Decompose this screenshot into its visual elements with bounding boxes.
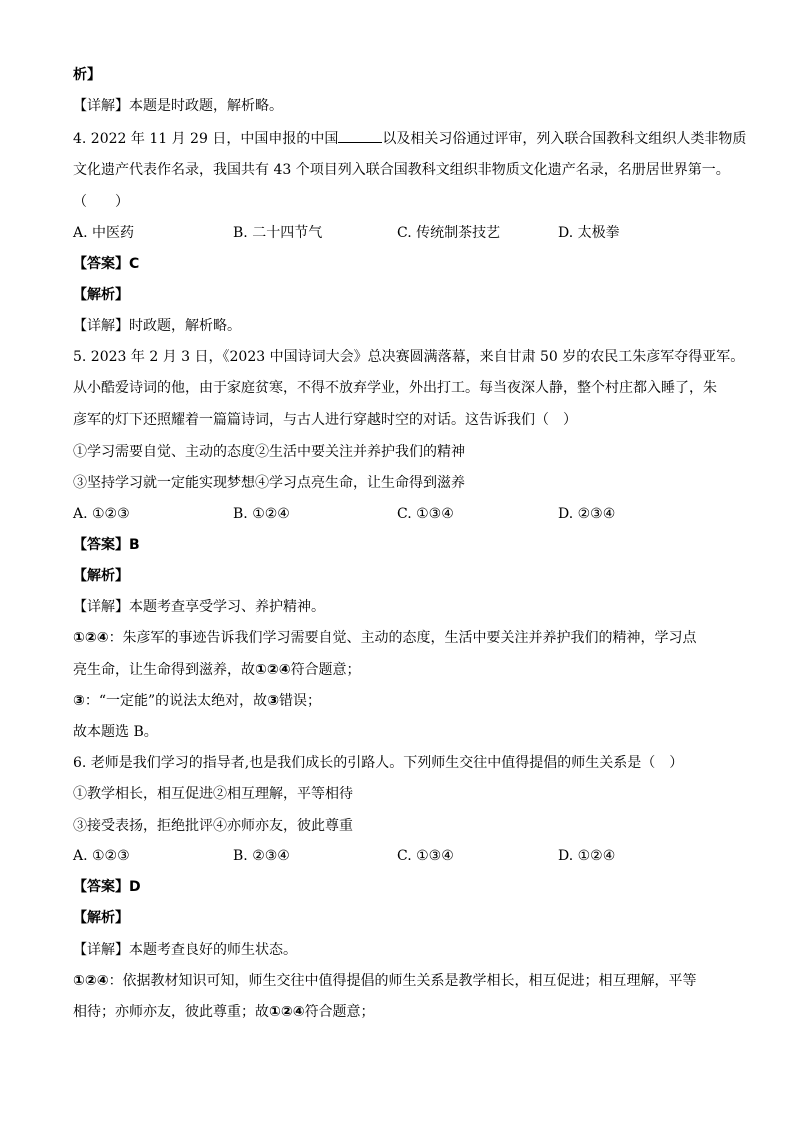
q6-option-b: B. ②③④ bbox=[233, 848, 290, 864]
q6-choice-line-2: ③接受表扬，拒绝批评④亦师亦友，彼此尊重 bbox=[73, 818, 353, 834]
q4-option-b: B. 二十四节气 bbox=[233, 225, 323, 241]
q5-analysis-label: 【解析】 bbox=[73, 568, 129, 584]
q5-mark-3b: ③ bbox=[267, 693, 280, 709]
q5-stem-line-3: 彦军的灯下还照耀着一篇篇诗词，与古人进行穿越时空的对话。这告诉我们（ ） bbox=[73, 412, 577, 428]
q6-explain-text-2: 相待；亦师亦友，彼此尊重；故 bbox=[73, 1004, 269, 1020]
q5-explain-text-2: 亮生命，让生命得到滋养，故 bbox=[73, 662, 255, 678]
q5-explain-text: ：朱彦军的事迹告诉我们学习需要自觉、主动的态度，生活中要关注并养护我们的精神，学习点 bbox=[108, 630, 697, 646]
q4-option-d: D. 太极拳 bbox=[558, 225, 620, 241]
q4-stem-line-2: 文化遗产代表作名录，我国共有 43 个项目列入联合国教科文组织非物质文化遗产名录，名册居世界第一。 bbox=[73, 162, 730, 178]
detail-line: 【详解】本题是时政题，解析略。 bbox=[73, 98, 283, 114]
q5-explain-text-5: 错误； bbox=[279, 693, 322, 709]
q5-option-d: D. ②③④ bbox=[558, 506, 616, 522]
q6-options bbox=[73, 846, 733, 866]
q6-analysis-label: 【解析】 bbox=[73, 910, 129, 926]
analysis-tail: 析】 bbox=[73, 67, 101, 83]
q5-option-c: C. ①③④ bbox=[397, 506, 454, 522]
q4-analysis-label: 【解析】 bbox=[73, 287, 129, 303]
q5-detail: 【详解】本题考查享受学习、养护精神。 bbox=[73, 599, 325, 615]
q5-explain-text-3: 符合题意； bbox=[290, 662, 361, 678]
q5-choice-line-2: ③坚持学习就一定能实现梦想④学习点亮生命，让生命得到滋养 bbox=[73, 475, 465, 491]
q6-explain-marks-2: ①②④ bbox=[269, 1004, 305, 1020]
q6-explain-text-3: 符合题意； bbox=[304, 1004, 375, 1020]
q5-option-b: B. ①②④ bbox=[233, 506, 290, 522]
q6-option-c: C. ①③④ bbox=[397, 848, 454, 864]
q4-option-c: C. 传统制茶技艺 bbox=[397, 225, 501, 241]
q5-explain-line-1 bbox=[73, 628, 734, 648]
q5-answer: 【答案】B bbox=[73, 537, 140, 553]
q6-explain-marks: ①②④ bbox=[73, 973, 109, 989]
q6-detail: 【详解】本题考查良好的师生状态。 bbox=[73, 942, 297, 958]
q5-stem-line-1: 5. 2023 年 2 月 3 日，《2023 中国诗词大会》总决赛圆满落幕，来自甘肃 50 岁的农民工朱彦军夺得亚军。 bbox=[73, 349, 745, 365]
fill-blank bbox=[338, 128, 382, 143]
q6-choice-line-1: ①教学相长，相互促进②相互理解，平等相待 bbox=[73, 786, 353, 802]
q6-answer: 【答案】D bbox=[73, 879, 141, 895]
q4-stem-part-1: 4. 2022 年 11 月 29 日，中国申报的中国 bbox=[73, 131, 339, 147]
q4-stem-part-2: 以及相关习俗通过评审，列入联合国教科文组织人类非物质 bbox=[382, 131, 747, 147]
q5-explain-line-2 bbox=[73, 660, 734, 680]
q4-paren: （ ） bbox=[73, 194, 129, 210]
q4-answer: 【答案】C bbox=[73, 256, 140, 272]
q5-mark-3: ③ bbox=[73, 693, 85, 709]
q6-stem-line-1: 6. 老师是我们学习的指导者,也是我们成长的引路人。下列师生交往中值得提倡的师生关系是（ ） bbox=[73, 755, 684, 771]
q6-option-a: A. ①②③ bbox=[73, 848, 130, 864]
q6-option-d: D. ①②④ bbox=[558, 848, 616, 864]
q5-option-a: A. ①②③ bbox=[73, 506, 130, 522]
q6-explain-line-2 bbox=[73, 1002, 734, 1022]
q5-explain-marks: ①②④ bbox=[73, 630, 109, 646]
q4-stem-line-1 bbox=[73, 128, 747, 148]
q6-explain-text: ：依据教材知识可知，师生交往中值得提倡的师生关系是教学相长，相互促进；相互理解，平等 bbox=[108, 973, 697, 989]
q5-explain-marks-2: ①②④ bbox=[255, 662, 291, 678]
q5-stem-line-2: 从小酷爱诗词的他，由于家庭贫寒，不得不放弃学业，外出打工。每当夜深人静，整个村庄都入睡了，朱 bbox=[73, 380, 717, 396]
q5-choice-line-1: ①学习需要自觉、主动的态度②生活中要关注并养护我们的精神 bbox=[73, 444, 465, 460]
q4-options bbox=[73, 223, 733, 243]
q5-explain-text-4: ：“一定能”的说法太绝对，故 bbox=[84, 693, 268, 709]
q4-detail: 【详解】时政题，解析略。 bbox=[73, 318, 241, 334]
q6-explain-line-1 bbox=[73, 971, 734, 991]
q5-explain-line-3 bbox=[73, 691, 734, 711]
q4-option-a: A. 中医药 bbox=[73, 225, 135, 241]
q5-conclusion: 故本题选 B。 bbox=[73, 724, 158, 740]
q5-options bbox=[73, 504, 733, 524]
